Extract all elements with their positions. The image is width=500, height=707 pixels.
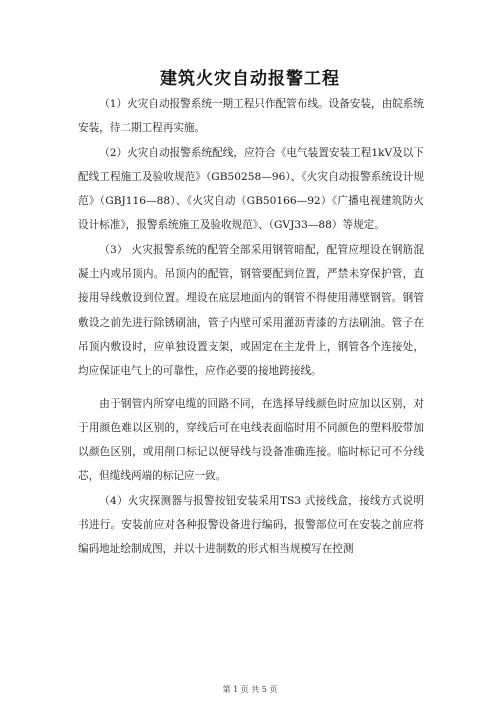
paragraph-4: 由于钢管内所穿电缆的回路不同，在选择导线颜色时应加以区别，对于用颜色难以区别的，穿线后可在电线表面临时用不同颜色的塑料胶带加以颜色区别，或用削口标记以便导线与设备准确连接。临时标记可不分线芯，但缆线两端的标记应一致。: [78, 397, 424, 483]
paragraph-2: （2）火灾自动报警系统配线，应符合《电气装置安装工程1kV及以下配线工程施工及验收规范》（GB50258—96）、《火灾自动报警系统设计规范》（GBJ116—88）、《火灾自动（GB50166—92）《广播电视建筑防火设计标准》，报警系统施工及验收规范》、（GVJ33—88）等规定。: [78, 146, 424, 232]
paragraph-3: （3） 火灾报警系统的配管全部采用钢管暗配，配管应埋设在钢筋混凝土内或吊顶内。吊顶内的配管，钢管要配到位置，严禁未穿保护管，直接用导线敷设到位置。埋设在底层地面内的钢管不得使用薄壁钢管。钢管敷设之前先进行除锈刷油，管子内壁可采用灌沥青漆的方法刷油。管子在吊顶内敷设时，应单独设置支架，或固定在主龙骨上，钢管各个连接处，均应保证电气上的可靠性，应作必要的接地跨接线。: [78, 243, 424, 378]
page-footer: 第 1 页 共 5 页: [222, 685, 278, 694]
paragraph-5: （4）火灾探测器与报警按钮安装采用TS3 式接线盒，接线方式说明书进行。安装前应对各种报警设备进行编码，报警部位可在安装之前应将编码地址绘制成图，并以十进制数的形式相当规模写在控测: [78, 494, 424, 556]
document-title: 建筑火灾自动报警工程: [160, 69, 340, 89]
paragraph-1: （1）火灾自动报警系统一期工程只作配管布线。设备安装，由皖系统安装，待二期工程再实施。: [78, 98, 424, 135]
document-body: [78, 92, 424, 562]
